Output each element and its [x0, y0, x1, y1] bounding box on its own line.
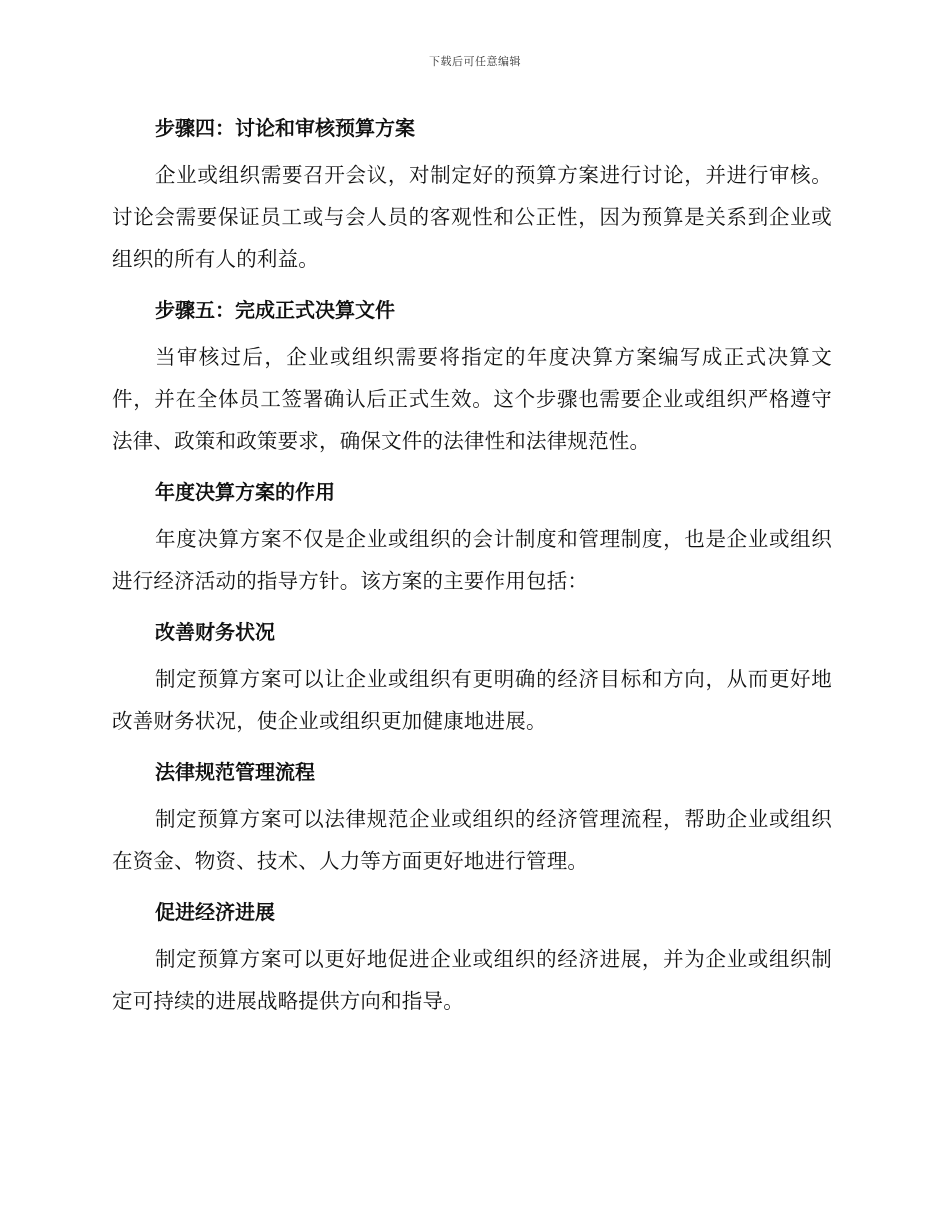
section-paragraph-legal-process: 制定预算方案可以法律规范企业或组织的经济管理流程，帮助企业或组织在资金、物资、技术、人力等方面更好地进行管理。	[112, 807, 832, 873]
section-paragraph-step-five: 当审核过后，企业或组织需要将指定的年度决算方案编写成正式决算文件，并在全体员工签署确认后正式生效。这个步骤也需要企业或组织严格遵守法律、政策和政策要求，确保文件的法律性和法律规范性。	[112, 345, 832, 453]
document-body	[112, 108, 832, 1032]
section-paragraph-improve-finance: 制定预算方案可以让企业或组织有更明确的经济目标和方向，从而更好地改善财务状况，使企业或组织更加健康地进展。	[112, 667, 832, 733]
section-paragraph-step-four: 企业或组织需要召开会议，对制定好的预算方案进行讨论，并进行审核。讨论会需要保证员工或与会人员的客观性和公正性，因为预算是关系到企业或组织的所有人的利益。	[112, 163, 832, 271]
section-heading-step-five: 步骤五：完成正式决算文件	[155, 298, 395, 322]
section-heading-improve-finance: 改善财务状况	[155, 620, 275, 644]
section-heading-step-four: 步骤四：讨论和审核预算方案	[155, 116, 415, 140]
section-heading-legal-process: 法律规范管理流程	[155, 760, 315, 784]
section-heading-purpose: 年度决算方案的作用	[155, 480, 335, 504]
section-heading-economic-progress: 促进经济进展	[155, 900, 275, 924]
header-note: 下载后可任意编辑	[429, 55, 521, 68]
section-paragraph-purpose: 年度决算方案不仅是企业或组织的会计制度和管理制度，也是企业或组织进行经济活动的指导方针。该方案的主要作用包括：	[112, 527, 832, 593]
section-paragraph-economic-progress: 制定预算方案可以更好地促进企业或组织的经济进展，并为企业或组织制定可持续的进展战略提供方向和指导。	[112, 947, 832, 1013]
